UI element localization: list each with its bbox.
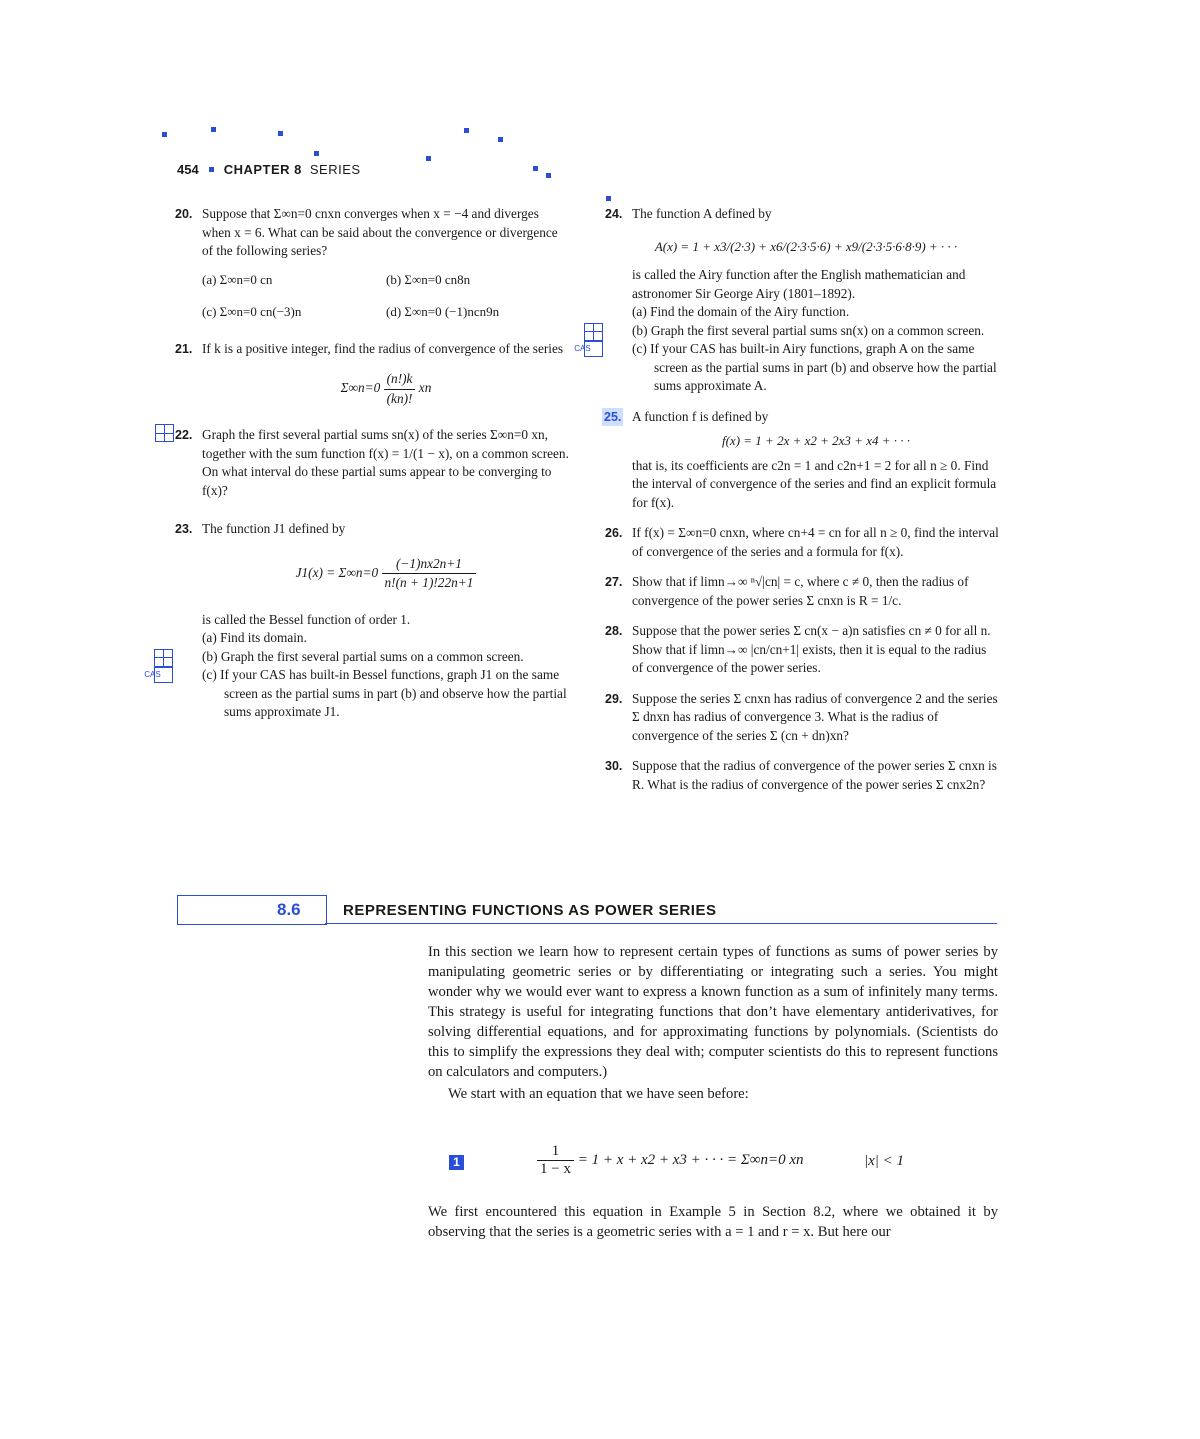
equation-expression: [537, 1143, 804, 1178]
exercise-number: 24.: [605, 207, 623, 221]
exercise-22: [175, 426, 570, 500]
graphing-calculator-icon: [584, 323, 603, 341]
section-title: REPRESENTING FUNCTIONS AS POWER SERIES: [343, 902, 717, 919]
print-dot: [464, 128, 469, 133]
print-dot: [426, 156, 431, 161]
exercise-21: [175, 340, 570, 409]
part-c-text: (c) If your CAS has built-in Airy functions, graph A on the same screen as the partial sums in part (b) and observe how the partial sums approximate A.: [632, 341, 997, 393]
formula-denominator: (kn)!: [386, 390, 413, 406]
graphing-calculator-icon: [155, 424, 174, 442]
exercise-text: Suppose that Σ∞n=0 cnxn converges when x = −4 and diverges when x = 6. What can be said about the convergence or divergence of the following series?: [202, 206, 558, 258]
header-square-icon: [209, 167, 214, 172]
part-b: [202, 648, 570, 667]
exercise-25: [605, 408, 1000, 513]
exercise-number: 23.: [175, 522, 193, 536]
section-number: 8.6: [277, 900, 301, 919]
print-dot: [498, 137, 503, 142]
part-a: (a) Find its domain.: [202, 630, 307, 645]
part-c: [574, 340, 1000, 396]
exercise-text: Show that if limn→∞ ⁿ√|cn| = c, where c ≠ 0, then the radius of convergence of the power series Σ cnxn is R = 1/c.: [632, 574, 969, 608]
section-body: [428, 942, 998, 1104]
equation-fraction: [537, 1143, 574, 1178]
equation-label: 1: [449, 1155, 464, 1170]
exercise-text: that is, its coefficients are c2n = 1 and c2n+1 = 2 for all n ≥ 0. Find the interval of convergence of the series and find an explicit formula for f(x).: [632, 457, 997, 510]
formula-sum: Σ∞n=0: [340, 380, 381, 396]
equation-denominator: 1 − x: [540, 1161, 571, 1177]
equation-numerator: 1: [537, 1143, 574, 1161]
chapter-topic: SERIES: [309, 162, 361, 177]
equation-series: = 1 + x + x2 + x3 + · · · = Σ∞n=0 xn: [577, 1151, 804, 1168]
exercise-23: [144, 520, 570, 722]
formula-denominator: n!(n + 1)!22n+1: [384, 575, 474, 590]
exercise-text: If f(x) = Σ∞n=0 cnxn, where cn+4 = cn for all n ≥ 0, find the interval of convergence of the series and a formula for f(x).: [632, 525, 999, 559]
exercise-29: [605, 690, 1000, 746]
exercise-27: [605, 573, 1000, 610]
exercise-number: 30.: [605, 759, 623, 773]
exercise-number: 21.: [175, 341, 193, 356]
cas-icon: CAS: [584, 341, 603, 357]
formula-fraction: [384, 370, 416, 408]
formula: [202, 555, 570, 593]
exercise-number: 22.: [175, 428, 193, 442]
exercise-text: If k is a positive integer, find the radius of convergence of the series: [202, 340, 564, 356]
exercise-number: 25.: [602, 408, 623, 427]
exercise-text: The function J1 defined by: [202, 521, 346, 536]
exercise-text: is called the Airy function after the English mathematician and astronomer Sir George Airy (1801–1892).: [632, 267, 966, 301]
exercise-28: [605, 622, 1000, 678]
chapter-label: CHAPTER 8: [223, 162, 302, 177]
paragraph: We first encountered this equation in Example 5 in Section 8.2, where we obtained it by observing that the series is a geometric series with a = 1 and r = x. But here our: [428, 1204, 998, 1240]
section-rule: [325, 923, 997, 924]
print-dot: [533, 166, 538, 171]
exercise-20: [175, 205, 570, 322]
print-dot: [162, 132, 167, 137]
graphing-calculator-icon: [154, 649, 173, 667]
formula-sum: J1(x) = Σ∞n=0: [295, 564, 379, 580]
section-body-continued: [428, 1202, 998, 1242]
print-dot: [314, 151, 319, 156]
exercise-number: 28.: [605, 624, 623, 638]
print-dot: [278, 131, 283, 136]
part-c-text: (c) If your CAS has built-in Bessel functions, graph J1 on the same screen as the partial sums in part (b) and observe how the partial sums approximate J1.: [202, 667, 567, 719]
paragraph: We start with an equation that we have seen before:: [448, 1086, 749, 1102]
exercises-right-column: [574, 205, 1000, 806]
exercise-text: Suppose that the radius of convergence of the power series Σ cnxn is R. What is the radius of convergence of the power series Σ cnx2n?: [632, 758, 997, 792]
part-b-text: (b) Graph the first several partial sums sn(x) on a common screen.: [632, 322, 985, 338]
section-number-box: [177, 895, 327, 925]
exercise-text: Graph the first several partial sums sn(x) of the series Σ∞n=0 xn, together with the sum function f(x) = 1/(1 − x), on a common screen. On what interval do these partial sums appear to be converging to f(x)?: [202, 427, 569, 498]
exercise-number: 29.: [605, 691, 623, 706]
equation-condition: |x| < 1: [864, 1153, 905, 1169]
exercise-text: is called the Bessel function of order 1.: [202, 611, 411, 627]
part-c: (c) Σ∞n=0 cn(−3)n: [202, 304, 302, 319]
formula-tail: xn: [418, 380, 432, 396]
exercise-26: [605, 524, 1000, 561]
section-heading: [177, 895, 997, 925]
exercise-number: 26.: [605, 526, 623, 540]
formula: f(x) = 1 + 2x + x2 + 2x3 + x4 + · · ·: [721, 433, 910, 448]
exercise-text: A function f is defined by: [632, 408, 769, 424]
part-a: (a) Find the domain of the Airy function.: [632, 304, 850, 319]
exercise-text: Suppose the series Σ cnxn has radius of convergence 2 and the series Σ dnxn has radius of convergence 3. What is the radius of convergence of the series Σ (cn + dn)xn?: [632, 690, 998, 743]
formula: A(x) = 1 + x3/(2·3) + x6/(2·3·5·6) + x9/(2·3·5·6·8·9) + · · ·: [654, 238, 958, 254]
exercises-left-column: [144, 205, 570, 734]
print-dot: [546, 173, 551, 178]
part-b: (b) Σ∞n=0 cn8n: [386, 271, 471, 287]
exercise-number: 27.: [605, 575, 623, 589]
exercise-30: [605, 757, 1000, 794]
part-a: (a) Σ∞n=0 cn: [202, 271, 273, 287]
cas-icon: CAS: [154, 667, 173, 683]
part-b-text: (b) Graph the first several partial sums on a common screen.: [202, 648, 524, 664]
exercise-parts: [202, 271, 570, 322]
exercise-text: The function A defined by: [632, 206, 772, 221]
page-header: [177, 162, 361, 177]
equation-1: [449, 1143, 999, 1183]
print-dot: [606, 196, 611, 201]
part-b: [632, 322, 1000, 341]
part-d: (d) Σ∞n=0 (−1)ncn9n: [386, 304, 500, 319]
part-c: [144, 666, 570, 722]
page-number: 454: [177, 162, 199, 177]
paragraph: In this section we learn how to represent certain types of functions as sums of power series by manipulating geometric series or by differentiating or integrating such a series. You might wonder why we would ever want to express a known function as a sum of infinitely many terms. This strategy is useful for integrating functions that don’t have elementary antiderivatives, for solving differential equations, and for approximating functions by polynomials. (Scientists do this to simplify the expressions they deal with; computer scientists do this to represent functions on calculators and computers.): [428, 944, 998, 1080]
print-dot: [211, 127, 216, 132]
formula-numerator: (n!)k: [384, 370, 416, 390]
formula-fraction: [382, 555, 477, 593]
exercise-number: 20.: [175, 207, 193, 221]
exercise-24: [574, 205, 1000, 396]
exercise-text: Suppose that the power series Σ cn(x − a)n satisfies cn ≠ 0 for all n. Show that if limn→∞ |cn/cn+1| exists, then it is equal to the radius of convergence of the power series.: [632, 623, 991, 675]
formula-numerator: (−1)nx2n+1: [382, 555, 477, 575]
formula: [202, 370, 570, 408]
